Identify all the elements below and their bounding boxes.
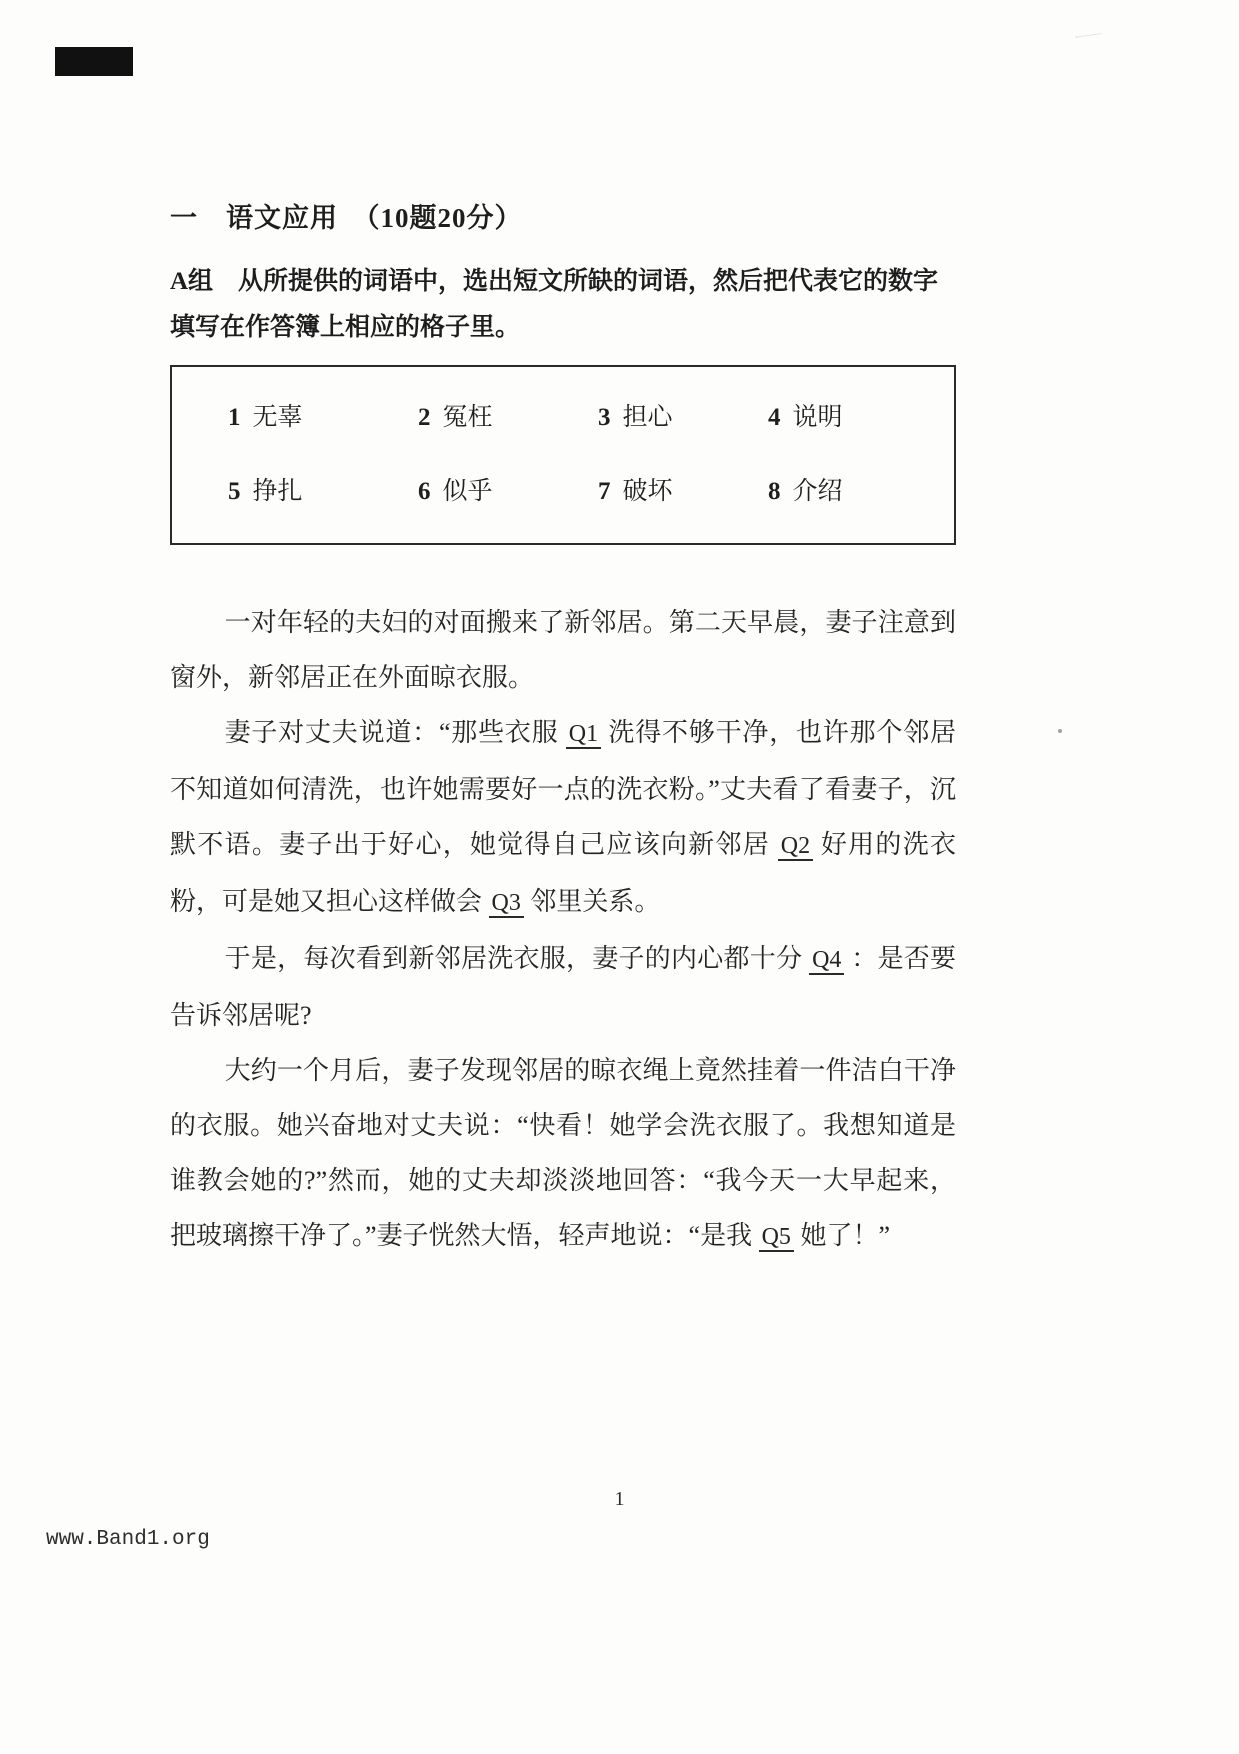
word-number: 6 [418,478,431,505]
word-bank-item [228,471,418,507]
scan-artifact [1074,24,1101,38]
passage-text: 大约一个月后，妻子发现邻居的晾衣绳上竟然挂着一件洁白干净的衣服。她兴奋地对丈夫说：“快看！她学会洗衣服了。我想知道是谁教会她的?”然而，她的丈夫却淡淡地回答：“我今天一大早起来，把玻璃擦干净了。”妻子恍然大悟，轻声地说：“是我 [170,1056,956,1250]
passage-paragraph [170,705,956,931]
word-label: 担心 [622,404,673,431]
word-label: 说明 [792,404,843,431]
passage-text: 于是，每次看到新邻居洗衣服，妻子的内心都十分 [224,944,810,973]
blank-q4: Q4 [809,947,844,975]
passage [170,595,956,1265]
word-bank-item [418,471,598,507]
blank-q3: Q3 [489,890,524,918]
word-bank-item [598,397,768,433]
blank-q2: Q2 [778,833,813,861]
word-label: 破坏 [622,478,673,505]
section-title: 一 语文应用 （10题20分） [170,203,523,233]
website-watermark: www.Band1.org [46,1528,210,1551]
passage-text: 洗得不够干净，也许那个邻居不知道如何清洗，也许她需要好一点的洗衣粉。”丈夫看了看妻子，沉默不语。妻子出于好心，她觉得自己应该向新邻居 [170,718,956,859]
blank-q5: Q5 [759,1224,794,1252]
word-bank-item [418,397,598,433]
word-number: 7 [598,478,611,505]
passage-text: ：是否要告诉邻居呢? [170,944,956,1030]
page-number: 1 [614,1488,625,1510]
word-number: 4 [768,404,781,431]
word-number: 5 [228,478,241,505]
word-label: 挣扎 [252,478,303,505]
passage-text: 妻子对丈夫说道：“那些衣服 [224,718,566,747]
word-number: 3 [598,404,611,431]
word-label: 冤枉 [442,404,493,431]
word-number: 8 [768,478,781,505]
word-label: 似乎 [442,478,493,505]
word-bank-item [228,397,418,433]
word-label: 介绍 [792,478,843,505]
word-number: 2 [418,404,431,431]
scan-artifact [1058,729,1062,733]
instructions-text: A组 从所提供的词语中，选出短文所缺的词语，然后把代表它的数字填写在作答簿上相应的格子里。 [170,268,939,341]
passage-paragraph [170,931,956,1043]
word-bank-item [598,471,768,507]
word-bank-item [768,397,934,433]
word-label: 无辜 [252,404,303,431]
word-bank-item [768,471,934,507]
word-number: 1 [228,404,241,431]
passage-text: 她了！” [793,1221,890,1250]
passage-paragraph [170,1043,956,1265]
passage-text: 邻里关系。 [523,887,661,916]
passage-text: 好用的洗衣粉，可是她又担心这样做会 [170,830,956,916]
exam-content [170,196,956,1265]
blank-q1: Q1 [566,721,601,749]
passage-paragraph [170,595,956,705]
word-bank-box [170,365,956,545]
passage-text: 一对年轻的夫妇的对面搬来了新邻居。第二天早晨，妻子注意到窗外，新邻居正在外面晾衣服。 [170,608,956,692]
redacted-block [55,47,133,76]
